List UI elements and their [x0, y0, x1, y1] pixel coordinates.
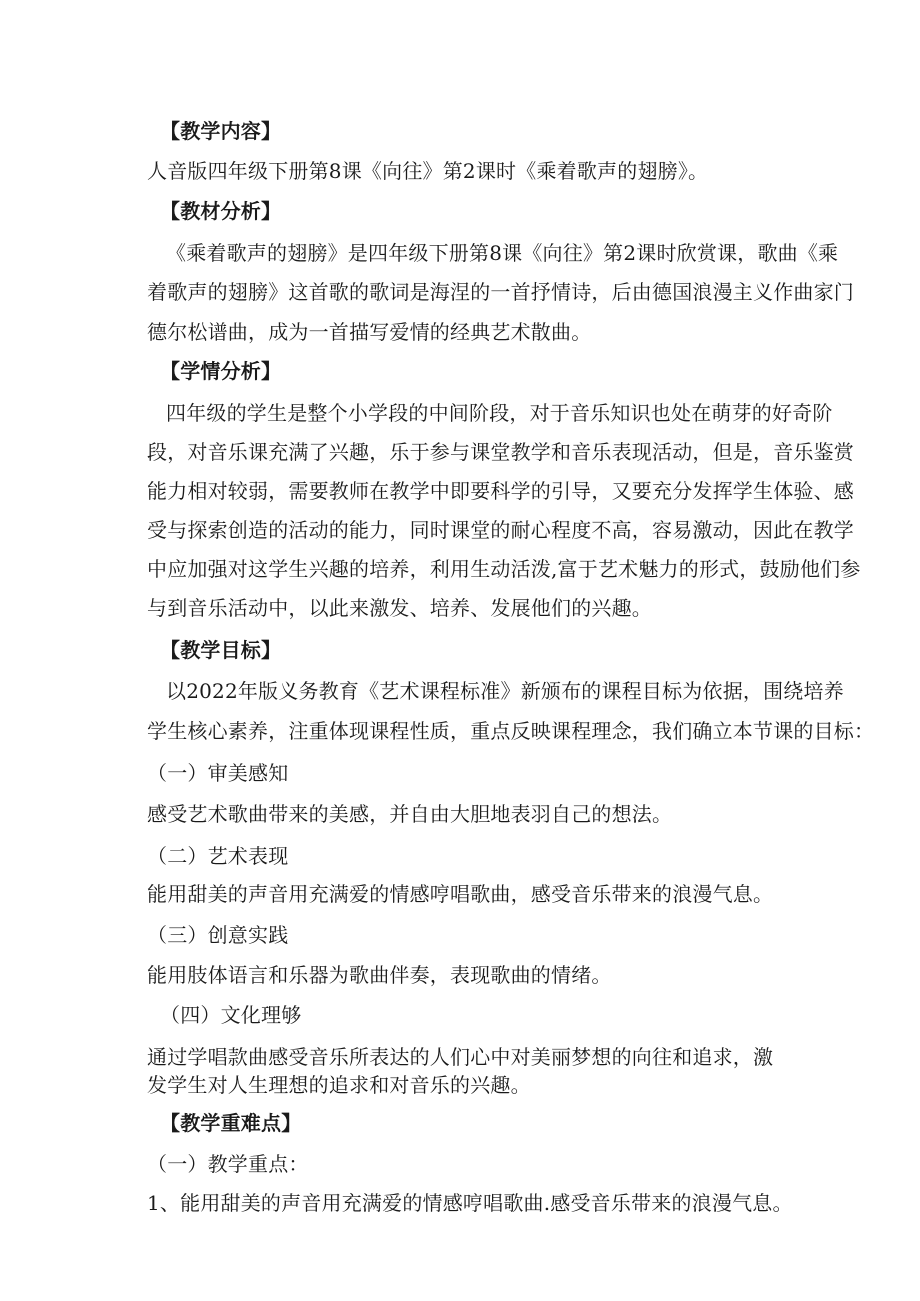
goal-text-creative: 能用肢体语言和乐器为歌曲伴奏，表现歌曲的情绪。	[147, 963, 612, 987]
student-analysis-line: 段，对音乐课充满了兴趣，乐于参与课堂教学和音乐表现活动，但是，音乐鉴赏	[147, 440, 854, 464]
heading-teaching-content: 【教学内容】	[160, 119, 282, 143]
goal-text-culture-line: 发学生对人生理想的追求和对音乐的兴趣。	[147, 1073, 531, 1097]
goal-text-aesthetic: 感受艺术歌曲带来的美感，并自由大胆地表羽自己的想法。	[147, 802, 673, 826]
goal-title-culture: （四）文化理够	[160, 1003, 302, 1027]
material-analysis-line: 着歌声的翅膀》这首歌的歌词是海涅的一首抒情诗，后由德国浪漫主义作曲家门	[147, 280, 854, 304]
student-analysis-line: 能力相对较弱，需要教师在教学中即要科学的引导，又要充分发挥学生体验、感	[147, 479, 854, 503]
heading-student-analysis: 【学情分析】	[160, 359, 282, 383]
goal-text-expression: 能用甜美的声音用充满爱的情感哼唱歌曲，感受音乐带来的浪漫气息。	[147, 882, 774, 906]
goal-title-creative: （三）创意实践	[147, 923, 289, 947]
heading-key-points: 【教学重难点】	[160, 1111, 302, 1135]
student-analysis-line: 与到音乐活动中，以此来激发、培养、发展他们的兴趣。	[147, 596, 652, 620]
key-points-subtitle: （一）教学重点：	[147, 1152, 309, 1176]
goal-title-aesthetic: （一）审美感知	[147, 761, 289, 785]
goal-text-culture-line: 通过学唱款曲感受音乐所表达的人们心中对美丽梦想的向往和追求，激	[147, 1045, 774, 1069]
material-analysis-line: 《乘着歌声的翅膀》是四年级下册第8课《向往》第2课时欣赏课，歌曲《乘	[166, 241, 839, 265]
student-analysis-line: 受与探索创造的活动的能力，同时课堂的耐心程度不高，容易激动，因此在教学	[147, 518, 854, 542]
teaching-content-text: 人音版四年级下册第8课《向往》第2课时《乘着歌声的翅膀》。	[147, 159, 709, 183]
teaching-goals-line: 以2022年版义务教育《艺术课程标准》新颁布的课程目标为依据，围绕培养	[166, 679, 844, 703]
student-analysis-line: 四年级的学生是整个小学段的中间阶段，对于音乐知识也处在萌芽的好奇阶	[166, 401, 833, 425]
teaching-goals-line: 学生核心素养，注重体现课程性质，重点反映课程理念，我们确立本节课的目标：	[147, 719, 875, 743]
goal-title-expression: （二）艺术表现	[147, 844, 289, 868]
heading-teaching-goals: 【教学目标】	[160, 638, 282, 662]
material-analysis-line: 德尔松谱曲，成为一首描写爱情的经典艺术散曲。	[147, 320, 592, 344]
key-point-item: 1、能用甜美的声音用充满爱的情感哼唱歌曲.感受音乐带来的浪漫气息。	[147, 1191, 793, 1215]
heading-material-analysis: 【教材分析】	[160, 199, 282, 223]
student-analysis-line: 中应加强对这学生兴趣的培养，利用生动活泼,富于艺术魅力的形式，鼓励他们参	[147, 557, 861, 581]
